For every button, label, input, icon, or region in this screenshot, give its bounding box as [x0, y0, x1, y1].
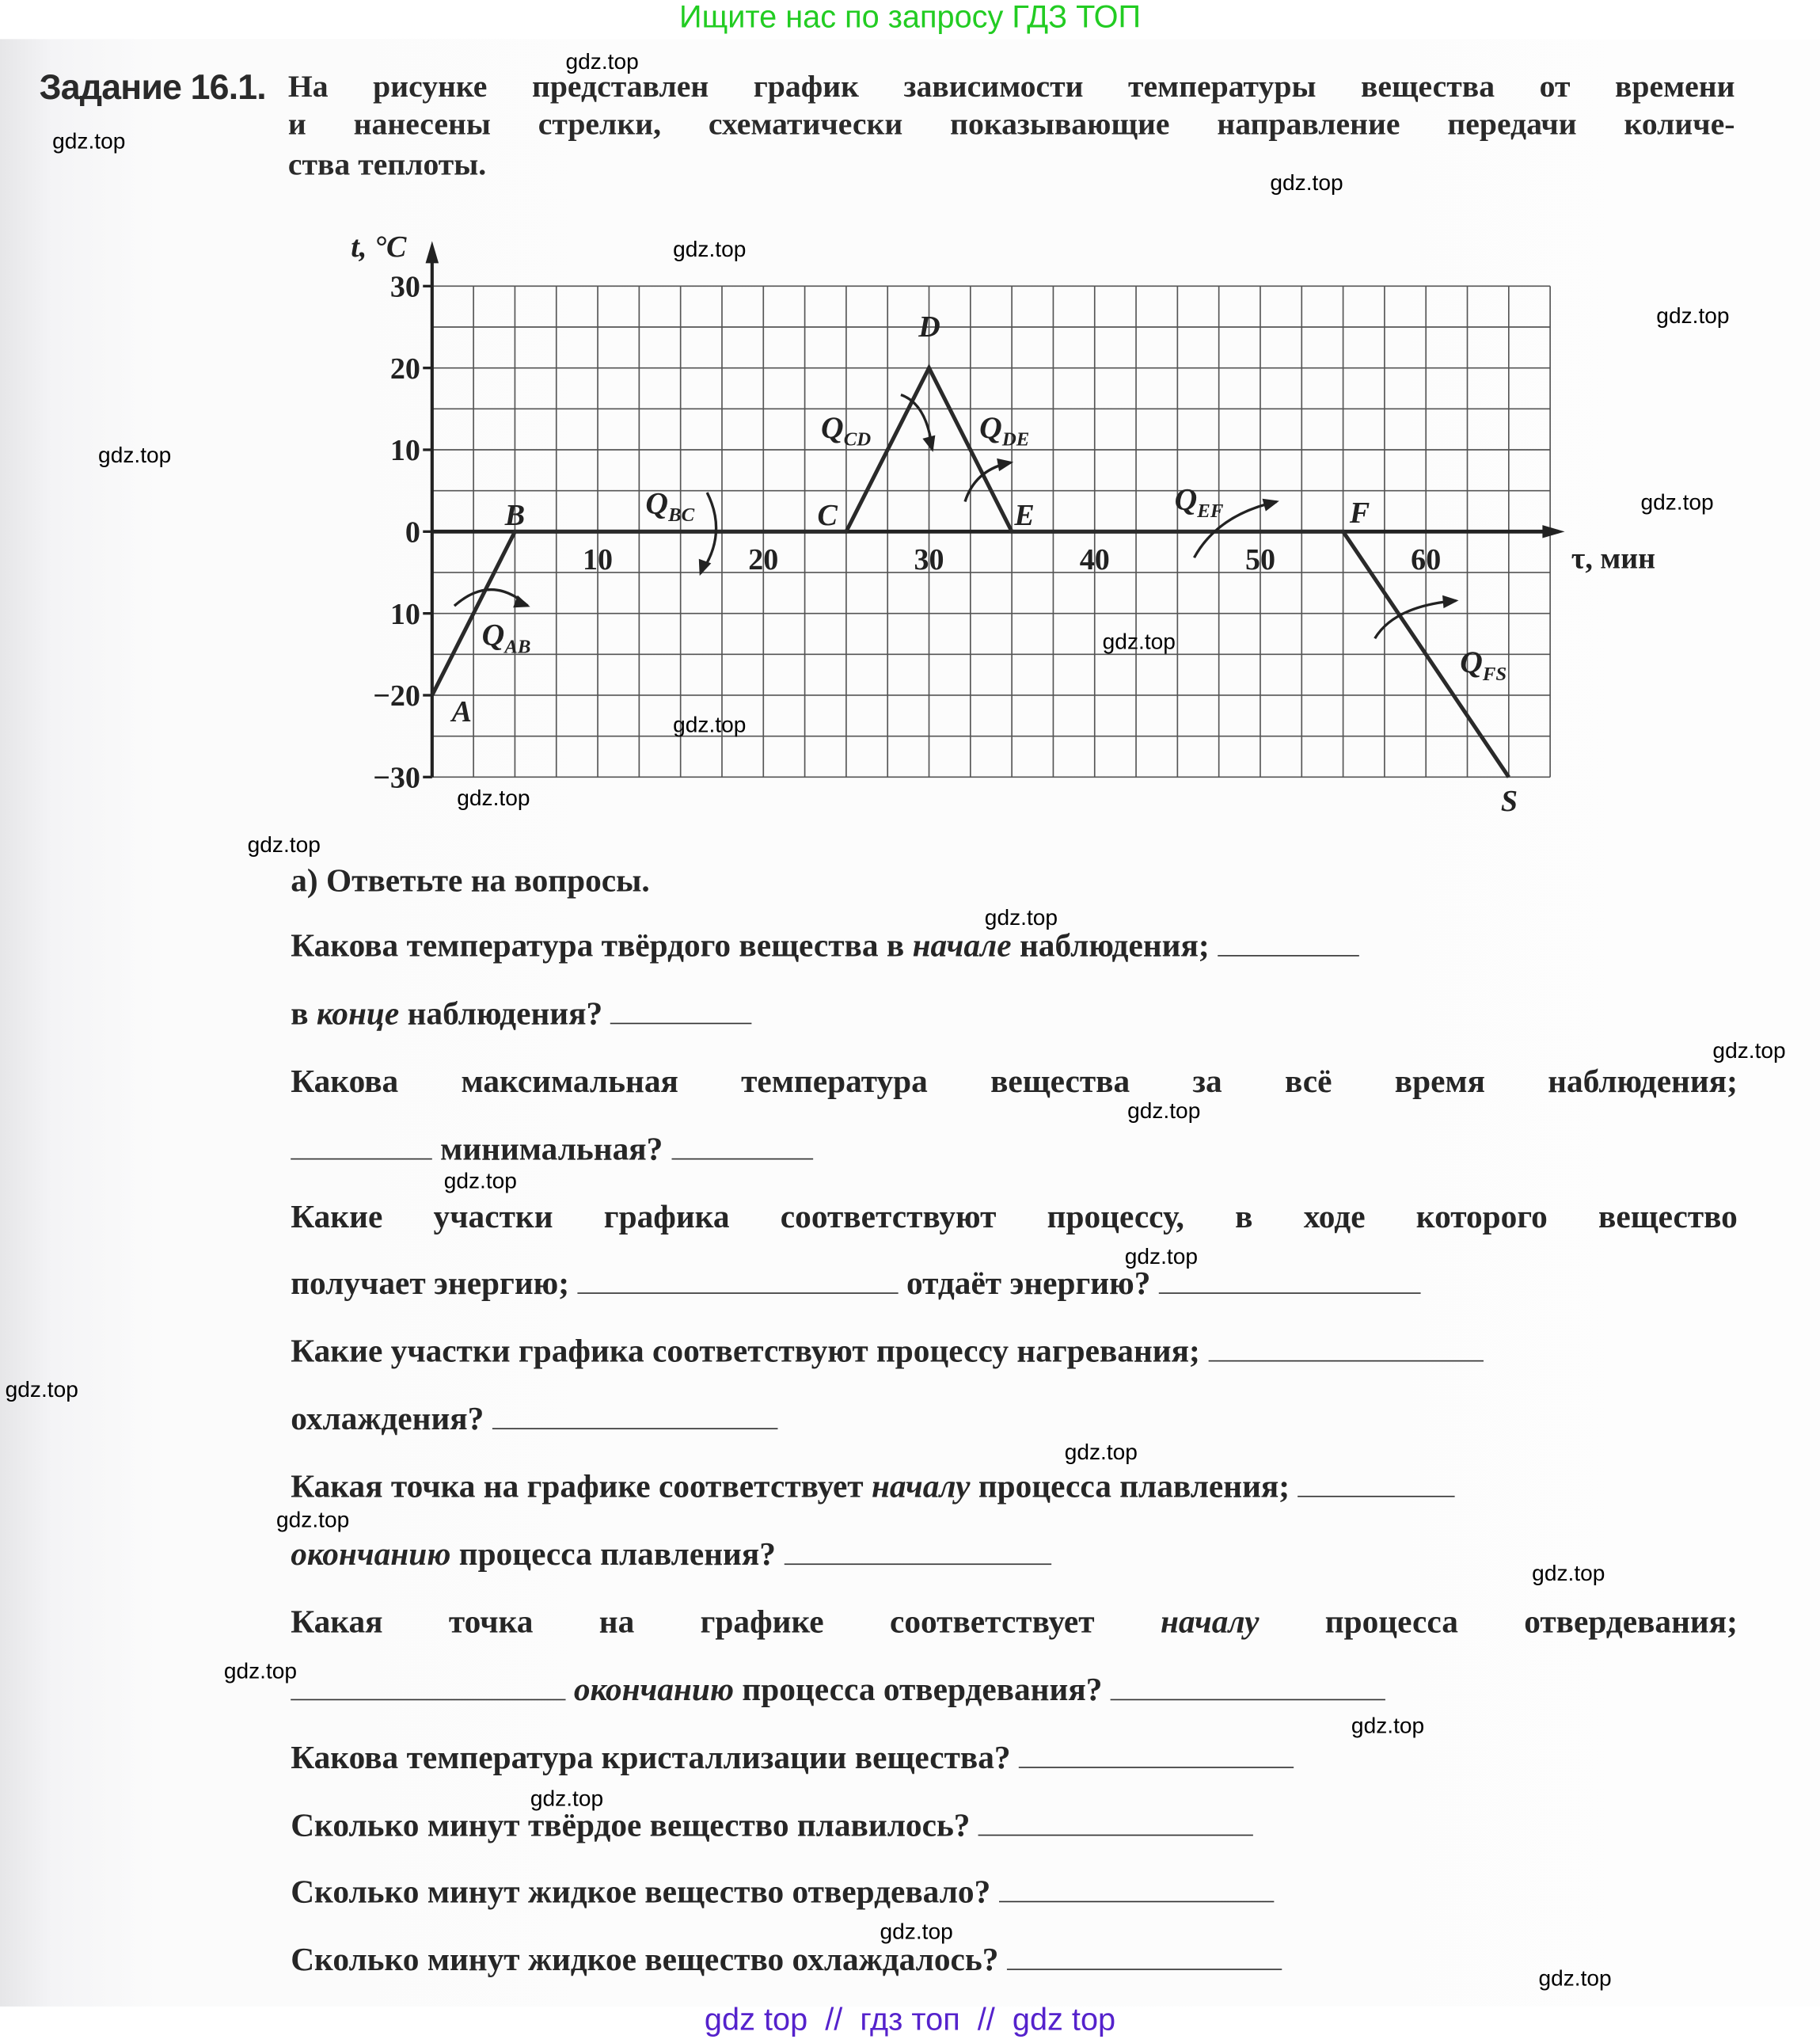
arrowhead-icon	[1442, 594, 1459, 608]
watermark: gdz.top	[247, 832, 321, 858]
question-line	[291, 1672, 1738, 1710]
answer-blank[interactable]	[999, 1875, 1274, 1903]
question-line	[291, 1401, 1738, 1440]
question-line	[291, 1265, 1738, 1304]
heat-label: $Q_{FS}$	[1460, 645, 1507, 685]
question-line	[291, 1536, 1738, 1575]
point-label: D	[918, 310, 940, 344]
heat-label: $Q_{DE}$	[979, 409, 1030, 451]
heat-label: $Q_{EF}$	[1174, 481, 1224, 523]
question-line	[291, 1468, 1738, 1507]
task-intro-line: На рисунке представлен график зависимости температуры вещества от времени	[287, 70, 1735, 105]
question-line	[291, 1807, 1738, 1846]
question-line: Какие участки графика соответствуют процессу, в ходе которого вещество	[291, 1200, 1738, 1235]
heat-label: $Q_{BC}$	[645, 485, 695, 527]
watermark: gdz.top	[98, 443, 172, 468]
point-label: S	[1500, 785, 1518, 819]
text: конце	[316, 996, 400, 1033]
y-tick-label: −20	[373, 679, 420, 713]
heat-label: $Q_{CD}$	[821, 409, 872, 451]
text: получает энергию;	[291, 1266, 578, 1302]
questions-heading: а) Ответьте на вопросы.	[291, 863, 650, 900]
y-tick-label: 30	[389, 270, 420, 304]
answer-blank[interactable]	[784, 1538, 1051, 1566]
text: процесса плавления;	[970, 1470, 1298, 1505]
watermark: gdz.top	[457, 786, 530, 811]
watermark: gdz.top	[1640, 489, 1714, 515]
text: началу	[1160, 1605, 1260, 1641]
question-line: Какова максимальная температура вещества за всё время наблюдения;	[291, 1064, 1738, 1100]
answer-blank[interactable]	[291, 1673, 565, 1701]
text: в	[291, 996, 317, 1033]
answer-blank[interactable]	[1218, 929, 1359, 957]
answer-blank[interactable]	[291, 1132, 432, 1160]
watermark: gdz.top	[880, 1919, 953, 1944]
watermark: gdz.top	[673, 713, 747, 738]
text	[566, 1673, 574, 1708]
watermark: gdz.top	[1127, 1098, 1201, 1124]
point-label: A	[451, 694, 473, 729]
watermark: gdz.top	[565, 49, 639, 74]
y-tick-label: 10	[389, 434, 420, 468]
question-line	[291, 928, 1738, 967]
watermark: gdz.top	[673, 237, 747, 262]
answer-blank[interactable]	[1208, 1334, 1483, 1362]
heat-arrows	[454, 395, 1459, 639]
text: процесса отвердевания?	[734, 1672, 1111, 1709]
watermark: gdz.top	[1351, 1713, 1425, 1738]
task-label: Задание 16.1.	[39, 67, 266, 107]
x-tick-label: 60	[1411, 543, 1442, 577]
text: минимальная?	[431, 1132, 671, 1168]
watermark: gdz.top	[1538, 1965, 1612, 1992]
watermark: gdz.top	[443, 1168, 517, 1194]
text: началу	[871, 1470, 971, 1505]
arrowhead-icon	[922, 436, 939, 454]
task-intro-line: и нанесены стрелки, схематически показывающие направление передачи количе-	[287, 108, 1735, 143]
watermark: gdz.top	[1064, 1440, 1138, 1465]
question-line	[291, 1131, 1738, 1170]
text: процесса плавления?	[450, 1537, 785, 1573]
x-axis-arrow-icon	[1542, 525, 1564, 538]
watermark: gdz.top	[223, 1658, 298, 1683]
answer-blank[interactable]	[1019, 1741, 1294, 1768]
answer-blank[interactable]	[1111, 1673, 1385, 1701]
watermark: gdz.top	[530, 1786, 604, 1812]
text: Сколько минут жидкое вещество охлаждалось?	[291, 1942, 1007, 1978]
search-banner: Ищите нас по запросу ГДЗ ТОП	[679, 0, 1141, 36]
text: процесса отвердевания;	[1259, 1605, 1738, 1641]
question-line	[291, 1874, 1738, 1912]
text: окончанию	[291, 1537, 451, 1573]
text: Сколько минут жидкое вещество отвердевало?	[291, 1874, 999, 1911]
answer-blank[interactable]	[1007, 1942, 1282, 1970]
x-tick-label: 30	[914, 543, 944, 577]
y-axis-arrow-icon	[426, 241, 439, 263]
watermark: gdz.top	[52, 128, 126, 154]
answer-blank[interactable]	[978, 1809, 1253, 1836]
graph-axes	[426, 241, 1565, 777]
x-tick-label: 40	[1079, 543, 1110, 577]
answer-blank[interactable]	[577, 1266, 898, 1294]
text: начале	[912, 929, 1012, 964]
watermark: gdz.top	[275, 1507, 350, 1532]
watermark: gdz.top	[1532, 1561, 1605, 1586]
watermark: gdz.top	[1712, 1038, 1786, 1063]
watermark: gdz.top	[984, 905, 1058, 930]
question-line	[291, 995, 1738, 1034]
answer-blank[interactable]	[671, 1132, 813, 1160]
text: наблюдения?	[399, 996, 611, 1033]
text: наблюдения;	[1011, 929, 1218, 964]
text: Сколько минут твёрдое вещество плавилось?	[291, 1808, 978, 1844]
arrowhead-icon	[1263, 495, 1281, 512]
answer-blank[interactable]	[610, 997, 752, 1025]
y-axis-label: t, °C	[351, 230, 407, 264]
watermark: gdz.top	[1656, 303, 1730, 329]
x-axis-label: τ, мин	[1571, 542, 1656, 576]
text: охлаждения?	[291, 1402, 492, 1437]
point-label: B	[504, 499, 526, 533]
text: Какова температура твёрдого вещества в	[291, 929, 913, 964]
y-tick-label: 20	[389, 352, 420, 386]
heat-label: $Q_{AB}$	[481, 617, 531, 658]
question-line	[291, 1942, 1738, 1980]
point-label: C	[817, 499, 838, 533]
question-line	[291, 1333, 1738, 1372]
text: отдаёт энергию?	[898, 1266, 1159, 1302]
question-line	[291, 1604, 1738, 1642]
point-label: F	[1349, 496, 1370, 530]
x-tick-label: 20	[748, 543, 779, 577]
footer-links[interactable]: gdz top // гдз топ // gdz top	[704, 2002, 1116, 2038]
watermark: gdz.top	[1102, 629, 1176, 654]
answer-blank[interactable]	[1298, 1470, 1454, 1497]
watermark: gdz.top	[1124, 1244, 1199, 1269]
question-line	[291, 1740, 1738, 1779]
temperature-time-graph	[0, 0, 1820, 860]
watermark: gdz.top	[5, 1377, 78, 1402]
task-intro-line: ства теплоты.	[287, 148, 487, 183]
y-tick-label: −30	[373, 761, 420, 795]
text: окончанию	[573, 1672, 735, 1709]
text: Какая точка на графике соответствует	[291, 1470, 872, 1505]
answer-blank[interactable]	[1159, 1266, 1421, 1294]
text: Какие участки графика соответствуют процессу нагревания;	[291, 1333, 1209, 1370]
watermark: gdz.top	[1270, 170, 1343, 196]
x-tick-label: 50	[1244, 543, 1275, 577]
x-tick-label: 10	[583, 543, 614, 577]
point-label: E	[1014, 499, 1035, 533]
answer-blank[interactable]	[492, 1402, 778, 1429]
y-tick-label: 10	[389, 597, 420, 631]
y-tick-label: 0	[405, 516, 420, 550]
text: Какова температура кристаллизации вещества?	[291, 1741, 1019, 1776]
text: Какая точка на графике соответствует	[291, 1605, 1161, 1641]
